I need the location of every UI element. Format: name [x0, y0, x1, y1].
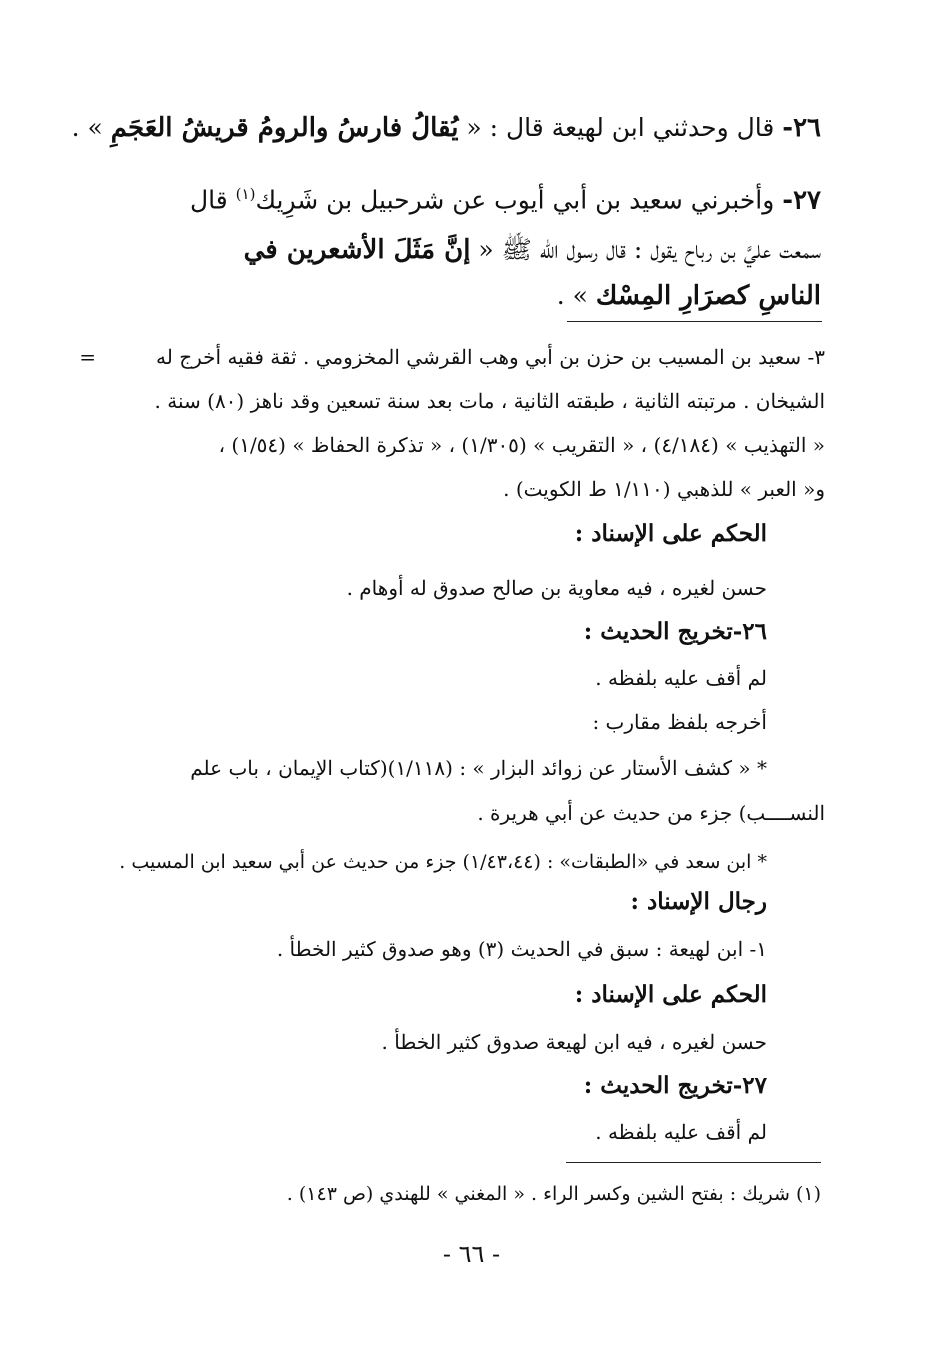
hukm-text-2: حسن لغيره ، فيه ابن لهيعة صدوق كثير الخطأ . — [381, 1030, 767, 1054]
continuation-marker: = — [79, 345, 97, 369]
takhrij-26-line-4: النســــب) جزء من حديث عن أبي هريرة . — [477, 801, 825, 825]
hukm-text-1: حسن لغيره ، فيه معاوية بن صالح صدوق له أوهام . — [346, 576, 767, 600]
takhrij-26-heading: ٢٦-تخريج الحديث : — [583, 618, 767, 645]
hadith-27-matn-1: إنَّ مَثَلَ الأشعرين في — [243, 235, 471, 265]
notes-separator — [567, 321, 822, 322]
footnote-ref: (١) — [235, 185, 256, 203]
hadith-27-number: ٢٧- — [782, 185, 821, 216]
hukm-heading-2: الحكم على الإسناد : — [574, 981, 767, 1008]
hadith-26-number: ٢٦- — [782, 113, 821, 143]
hadith-27-chain-2: سمعت عليَّ بن رباح يقول : قال رسول الله ﷺ « — [470, 235, 821, 264]
narrator-3-line-1 — [79, 335, 825, 379]
hadith-27-close: » . — [556, 281, 596, 310]
takhrij-27-heading: ٢٧-تخريج الحديث : — [583, 1072, 767, 1099]
hadith-26-matn: يُقالُ فارسُ والرومُ قريشُ العَجَمِ — [110, 113, 459, 143]
hadith-27-matn-2: الناسِ كصرَارِ المِسْك — [595, 281, 821, 311]
rijal-heading: رجال الإسناد : — [630, 888, 767, 915]
takhrij-26-line-5: * ابن سعد في «الطبقات» : (١/٤٣،٤٤) جزء من حديث عن أبي سعيد ابن المسيب . — [119, 851, 767, 873]
hadith-26 — [71, 100, 821, 156]
hadith-27-line-3 — [121, 268, 821, 324]
takhrij-26-line-1: لم أقف عليه بلفظه . — [595, 666, 767, 690]
takhrij-26-line-2: أخرجه بلفظ مقارب : — [592, 710, 767, 734]
footnote-separator — [566, 1162, 821, 1163]
footnote-1: (١) شريك : بفتح الشين وكسر الراء . « المغني » للهندي (ص ١٤٣) . — [286, 1183, 821, 1205]
hadith-27-qala: قال — [189, 185, 236, 215]
hukm-heading-1: الحكم على الإسناد : — [574, 520, 767, 547]
rijal-item-1: ١- ابن لهيعة : سبق في الحديث (٣) وهو صدوق كثير الخطأ . — [276, 937, 767, 961]
hadith-26-close: » . — [71, 113, 111, 142]
narrator-3-text-1: ٣- سعيد بن المسيب بن حزن بن أبي وهب القرشي المخزومي . ثقة فقيه أخرج له — [156, 345, 825, 369]
takhrij-27-line-1: لم أقف عليه بلفظه . — [595, 1120, 767, 1144]
narrator-3-line-2: الشيخان . مرتبته الثانية ، طبقته الثانية ، مات بعد سنة تسعين وقد ناهز (٨٠) سنة . — [154, 389, 825, 413]
hadith-26-chain: قال وحدثني ابن لهيعة قال : « — [458, 113, 783, 142]
hadith-27-chain: وأخبرني سعيد بن أبي أيوب عن شرحبيل بن شَرِيك — [255, 185, 783, 215]
hadith-27-line-1 — [121, 167, 821, 228]
takhrij-26-line-3: * « كشف الأستار عن زوائد البزار » : (١/١١٨)(كتاب الإيمان ، باب علم — [190, 756, 767, 780]
page-number: - ٦٦ - — [442, 1240, 501, 1268]
narrator-3-line-3: « التهذيب » (٤/١٨٤) ، « التقريب » (١/٣٠٥) ، « تذكرة الحفاظ » (١/٥٤) ، — [218, 433, 825, 457]
narrator-3-line-4: و« العبر » للذهبي (١/١١٠ ط الكويت) . — [503, 477, 825, 501]
